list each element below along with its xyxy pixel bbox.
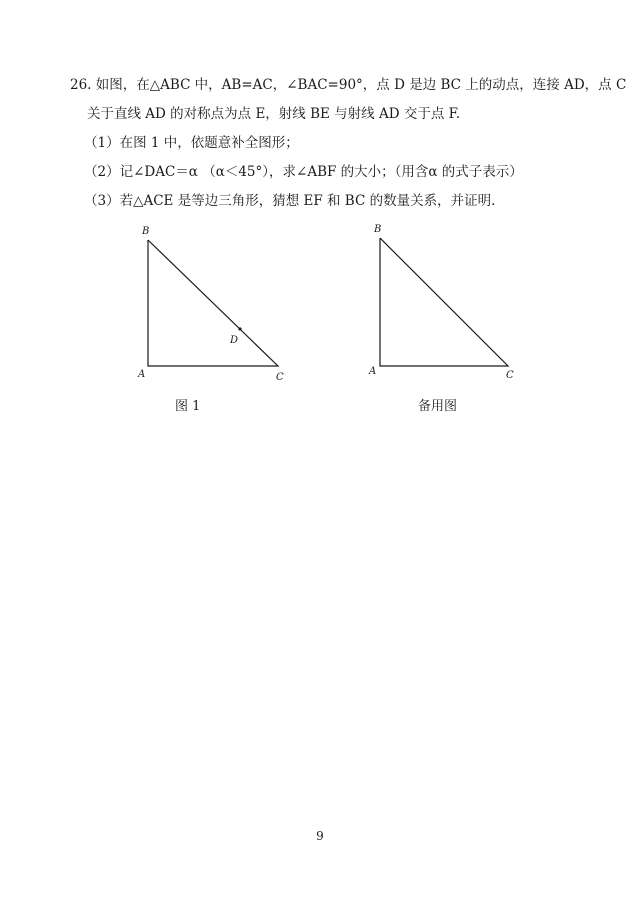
figure-1-caption: 图 1 bbox=[175, 399, 201, 414]
page-number: 9 bbox=[316, 829, 324, 843]
problem-part-2: （2）记∠DAC＝α （α＜45°），求∠ABF 的大小；（用含α 的式子表示） bbox=[84, 164, 523, 180]
problem-line-1: 26. 如图，在△ABC 中，AB=AC，∠BAC=90°，点 D 是边 BC 上的动点，连接 AD，点 C bbox=[70, 77, 627, 93]
triangle-abc-2 bbox=[380, 238, 508, 366]
figure-1 bbox=[137, 226, 284, 383]
label-a-1: A bbox=[138, 369, 146, 380]
problem-line-2: 关于直线 AD 的对称点为点 E，射线 BE 与射线 AD 交于点 F. bbox=[87, 106, 461, 122]
figure-2-caption: 备用图 bbox=[418, 399, 458, 414]
label-b-2: B bbox=[374, 224, 382, 235]
label-d-1: D bbox=[230, 335, 239, 346]
problem-part-1: （1）在图 1 中，依题意补全图形； bbox=[84, 135, 299, 151]
label-b-1: B bbox=[142, 226, 150, 237]
label-a-2: A bbox=[369, 366, 377, 377]
point-d-dot bbox=[238, 327, 241, 330]
label-c-2: C bbox=[506, 370, 514, 381]
figure-2 bbox=[368, 224, 514, 381]
triangle-abc-1 bbox=[148, 240, 278, 366]
problem-part-3: （3）若△ACE 是等边三角形，猜想 EF 和 BC 的数量关系，并证明. bbox=[84, 193, 496, 209]
label-c-1: C bbox=[276, 372, 284, 383]
